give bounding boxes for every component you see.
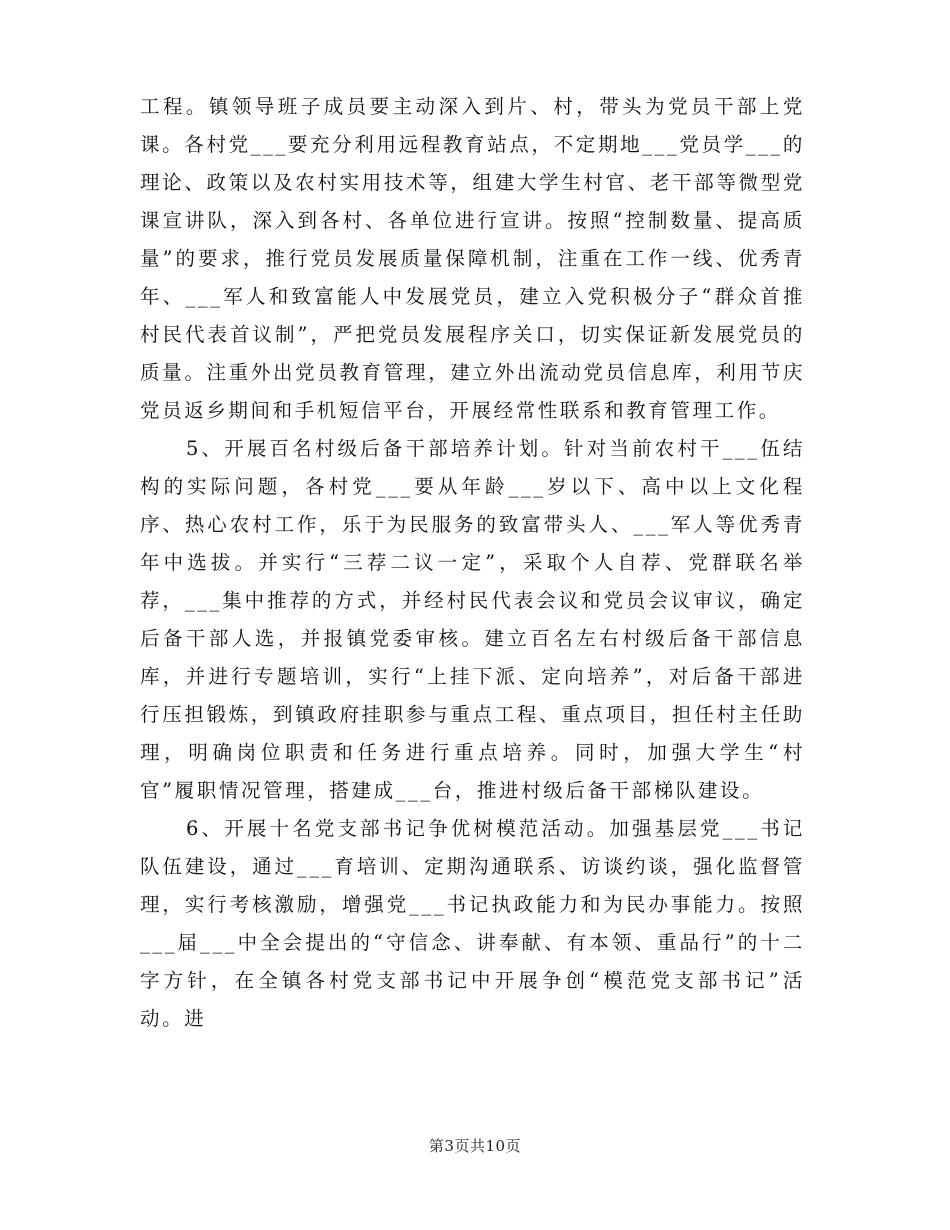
page-number-footer: 第3页共10页	[428, 1137, 522, 1155]
paragraph-item-6: 6、开展十名党支部书记争优树模范活动。加强基层党___书记队伍建设，通过___育培训、定期沟通联系、访谈约谈，强化监督管理，实行考核激励，增强党___书记执政能力和为民办事能力。按照___届___中全会提出的“守信念、讲奉献、有本领、重品行”的十二字方针，在全镇各村党支部书记中开展争创“模范党支部书记”活动。进	[140, 817, 805, 1030]
paragraph-item-5: 5、开展百名村级后备干部培养计划。针对当前农村干___伍结构的实际问题，各村党___要从年龄___岁以下、高中以上文化程序、热心农村工作，乐于为民服务的致富带头人、___军人等优秀青年中选拔。并实行“三荐二议一定”，采取个人自荐、党群联名举荐，___集中推荐的方式，并经村民代表会议和党员会议审议，确定后备干部人选，并报镇党委审核。建立百名左右村级后备干部信息库，并进行专题培训，实行“上挂下派、定向培养”，对后备干部进行压担锻炼，到镇政府挂职参与重点工程、重点项目，担任村主任助理，明确岗位职责和任务进行重点培养。同时，加强大学生“村官”履职情况管理，搭建成___台，推进村级后备干部梯队建设。	[140, 437, 805, 802]
paragraph-continued: 工程。镇领导班子成员要主动深入到片、村，带头为党员干部上党课。各村党___要充分利用远程教育站点，不定期地___党员学___的理论、政策以及农村实用技术等，组建大学生村官、老干部等微型党课宣讲队，深入到各村、各单位进行宣讲。按照“控制数量、提高质量”的要求，推行党员发展质量保障机制，注重在工作一线、优秀青年、___军人和致富能人中发展党员，建立入党积极分子“群众首推村民代表首议制”，严把党员发展程序关口，切实保证新发展党员的质量。注重外出党员教育管理，建立外出流动党员信息库，利用节庆党员返乡期间和手机短信平台，开展经常性联系和教育管理工作。	[140, 95, 805, 422]
body-text	[140, 88, 805, 1038]
